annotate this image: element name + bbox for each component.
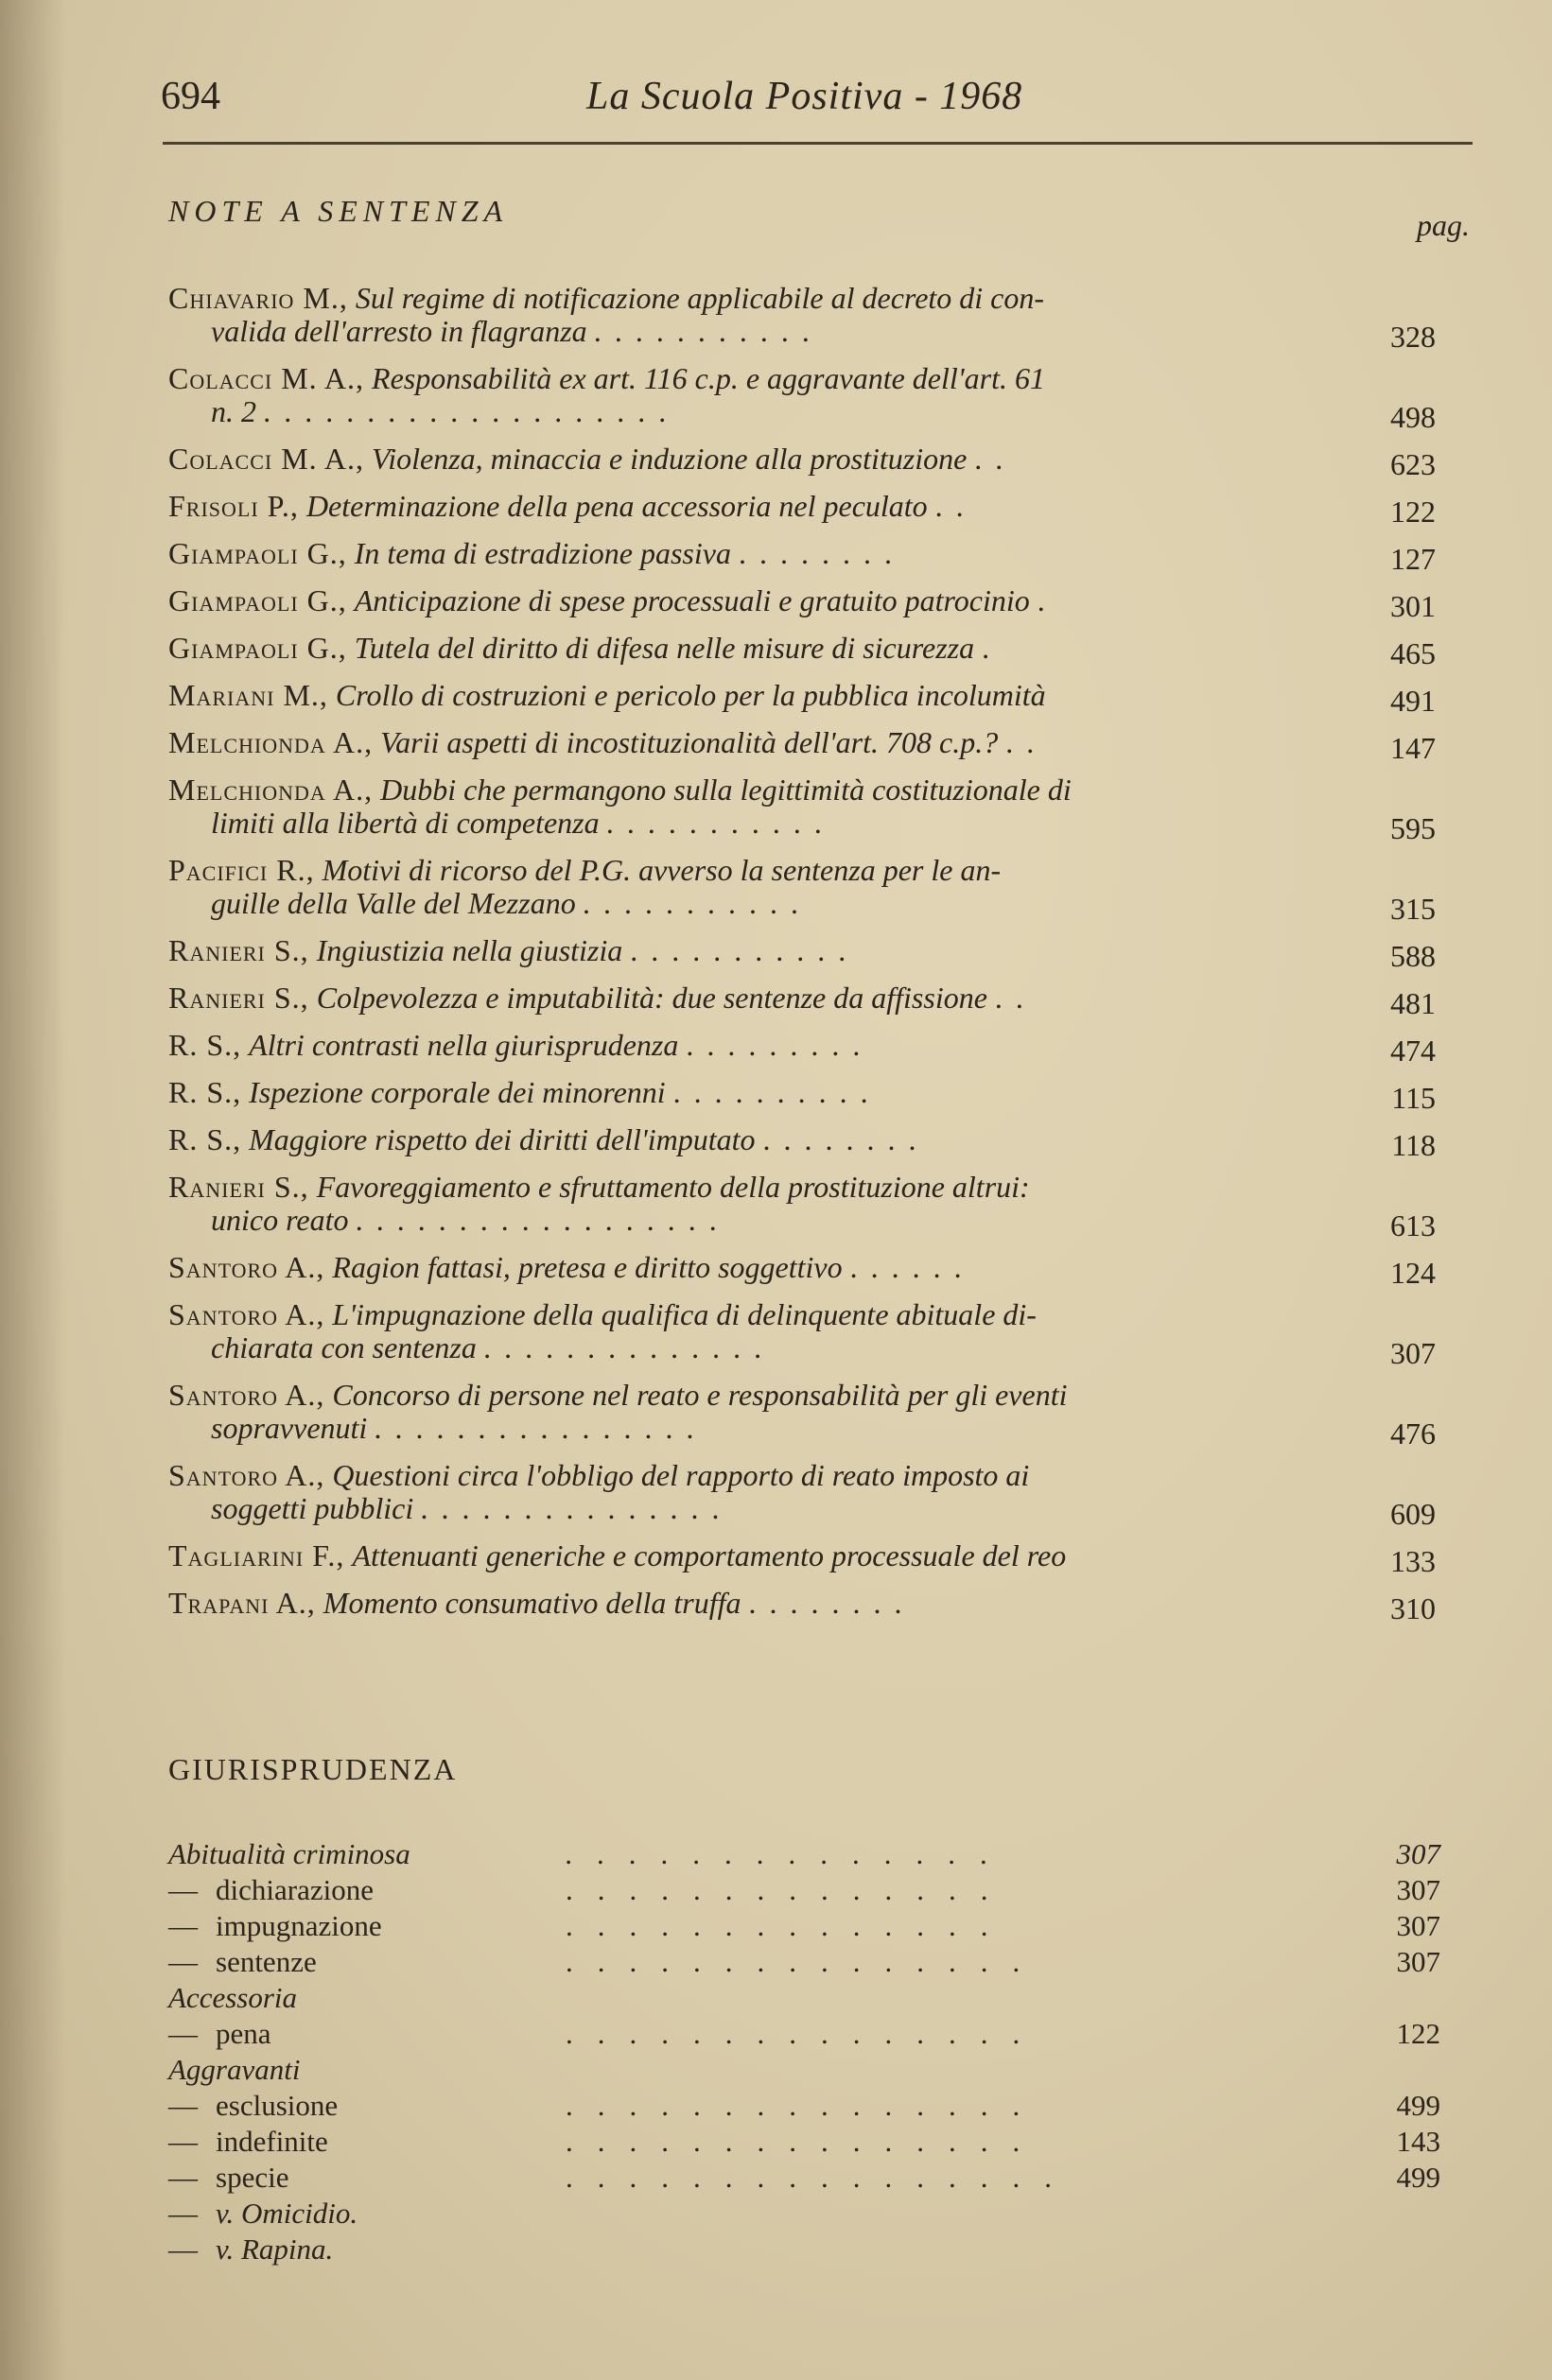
index-heading-row: [168, 1836, 1440, 1872]
index-dash: —: [168, 1873, 198, 1906]
entry-title: Ispezione corporale dei minorenni: [249, 1075, 666, 1109]
index-label: v. Omicidio.: [216, 2197, 358, 2230]
entry-title: Momento consumativo della truffa: [323, 1586, 741, 1620]
leader-dots: ................: [566, 2161, 1076, 2194]
entry-page-number: 310: [1390, 1591, 1436, 1625]
entry-page-number: 118: [1391, 1128, 1436, 1162]
leader-dots: ...............: [566, 2017, 1045, 2050]
entry-page-number: 147: [1390, 731, 1436, 765]
leader-dots: ......: [849, 1250, 975, 1284]
entry-page-number: 307: [1390, 1336, 1436, 1370]
index-dash: —: [168, 2197, 198, 2230]
entry-title-continuation: valida dell'arresto in flagranza: [211, 314, 587, 348]
index-label: pena: [216, 2017, 271, 2050]
index-label: v. Rapina.: [216, 2232, 334, 2266]
leader-dots: .........: [686, 1028, 874, 1062]
index-sub-row: [168, 2088, 1440, 2124]
entry-page-number: 498: [1390, 400, 1436, 434]
entry-title-continuation: sopravvenuti: [211, 1411, 368, 1445]
note-entry: [168, 773, 1436, 845]
index-dash: —: [168, 2232, 198, 2266]
entry-page-number: 115: [1391, 1081, 1436, 1115]
entry-author: Giampaoli G.,: [168, 583, 347, 617]
note-entry: [168, 1250, 1436, 1290]
entry-title-continuation: limiti alla libertà di competenza: [211, 806, 600, 840]
entry-title: Anticipazione di spese processuali e gratuito patrocinio: [354, 583, 1030, 617]
index-sub-row: [168, 1944, 1440, 1980]
index-dash: —: [168, 1945, 198, 1978]
leader-dots: ...........: [594, 314, 824, 348]
index-heading-row: [168, 1980, 1440, 2016]
entry-title: In tema di estradizione passiva: [354, 536, 731, 570]
leader-dots: ...............: [566, 2125, 1045, 2158]
entry-title: Responsabilità ex art. 116 c.p. e aggravante dell'art. 61: [372, 361, 1045, 395]
entry-title: Ingiustizia nella giustizia: [316, 933, 623, 967]
index-sub-row: [168, 2016, 1440, 2052]
index-page-number: 307: [1396, 1837, 1440, 1870]
leader-dots: ..............: [566, 1873, 1013, 1906]
entry-page-number: 328: [1390, 320, 1436, 354]
index-dash: —: [168, 2017, 198, 2050]
entry-author: Santoro A.,: [168, 1297, 325, 1331]
leader-dots: ........: [762, 1122, 930, 1156]
note-entry: [168, 1170, 1436, 1242]
index-label: impugnazione: [216, 1909, 382, 1942]
entry-page-number: 481: [1390, 986, 1436, 1020]
leader-dots: ...........: [606, 806, 836, 840]
index-page-number: 307: [1396, 1945, 1440, 1978]
entry-page-number: 127: [1390, 542, 1436, 576]
leader-dots: ...........: [583, 886, 812, 920]
leader-dots: ................: [375, 1411, 708, 1445]
entry-author: Santoro A.,: [168, 1250, 325, 1284]
giurisprudenza-index: [168, 1836, 1440, 2267]
entry-author: Mariani M.,: [168, 678, 328, 712]
note-entry: [168, 1122, 1436, 1162]
entry-title: L'impugnazione della qualifica di delinquente abituale di-: [332, 1297, 1037, 1331]
leader-dots: ...............: [566, 1945, 1045, 1978]
note-entry: [168, 361, 1436, 434]
index-dash: —: [168, 2125, 198, 2158]
leader-dots: ..................: [356, 1203, 731, 1237]
entry-title: Dubbi che permangono sulla legittimità costituzionale di: [380, 773, 1072, 807]
entry-author: Santoro A.,: [168, 1378, 325, 1412]
entry-title: Attenuanti generiche e comportamento processuale del reo: [352, 1538, 1067, 1572]
entry-title: Questioni circa l'obbligo del rapporto di reato imposto ai: [332, 1458, 1030, 1492]
index-label: esclusione: [216, 2089, 339, 2122]
entry-page-number: 609: [1390, 1497, 1436, 1531]
entry-page-number: 491: [1390, 684, 1436, 718]
entry-title: Colpevolezza e imputabilità: due sentenze da affissione: [316, 981, 987, 1015]
entry-title: Sul regime di notificazione applicabile al decreto di con-: [355, 281, 1045, 315]
entry-author: Giampaoli G.,: [168, 536, 347, 570]
leader-dots: ....................: [264, 394, 680, 428]
entry-page-number: 122: [1390, 495, 1436, 529]
entry-page-number: 315: [1390, 892, 1436, 926]
header-rule: [163, 142, 1473, 145]
note-entry: [168, 442, 1436, 481]
index-sub-row: [168, 1908, 1440, 1944]
note-entry: [168, 933, 1436, 973]
note-entry: [168, 1297, 1436, 1370]
entry-title: Concorso di persone nel reato e responsabilità per gli eventi: [332, 1378, 1068, 1412]
leader-dots: ..: [994, 981, 1037, 1015]
index-page-number: 307: [1396, 1873, 1440, 1906]
entry-author: Chiavario M.,: [168, 281, 348, 315]
note-entry: [168, 281, 1436, 354]
entry-page-number: 613: [1390, 1208, 1436, 1242]
index-label: Abitualità criminosa: [168, 1837, 410, 1870]
leader-dots: ........: [738, 536, 905, 570]
pag-column-label: pag.: [1417, 208, 1470, 242]
entry-author: Santoro A.,: [168, 1458, 325, 1492]
note-entry: [168, 583, 1436, 623]
leader-dots: ..............: [566, 1837, 1013, 1870]
index-label: Aggravanti: [168, 2053, 301, 2086]
entry-page-number: 124: [1390, 1256, 1436, 1290]
note-section-heading: NOTE A SENTENZA: [168, 194, 509, 228]
entry-title: Motivi di ricorso del P.G. avverso la sentenza per le an-: [322, 853, 1002, 887]
index-heading-row: [168, 2052, 1440, 2088]
index-dash: —: [168, 2161, 198, 2194]
index-sub-row: [168, 1872, 1440, 1908]
entry-title: Favoreggiamento e sfruttamento della prostituzione altrui:: [316, 1170, 1030, 1204]
leader-dots: ..: [974, 442, 1017, 476]
entry-author: Colacci M. A.,: [168, 442, 365, 476]
leader-dots: ..: [934, 489, 977, 523]
entry-title: Altri contrasti nella giurisprudenza: [249, 1028, 679, 1062]
note-entries-list: [168, 282, 1436, 1634]
note-entry: [168, 1586, 1436, 1625]
entry-author: Frisoli P.,: [168, 489, 299, 523]
index-label: dichiarazione: [216, 1873, 374, 1906]
running-title: La Scuola Positiva - 1968: [586, 75, 1023, 118]
note-entry: [168, 678, 1436, 718]
entry-page-number: 588: [1390, 939, 1436, 973]
entry-author: Melchionda A.,: [168, 773, 374, 807]
index-label: specie: [216, 2161, 289, 2194]
entry-title-continuation: chiarata con sentenza: [211, 1330, 477, 1364]
entry-title-continuation: n. 2: [211, 394, 256, 428]
entry-author: Ranieri S.,: [168, 933, 309, 967]
entry-title: Tutela del diritto di difesa nelle misure di sicurezza: [354, 631, 975, 665]
note-entry: [168, 853, 1436, 926]
leader-dots: ..............: [566, 1909, 1013, 1942]
index-page-number: 122: [1396, 2017, 1440, 2050]
entry-title: Ragion fattasi, pretesa e diritto soggettivo: [332, 1250, 843, 1284]
leader-dots: ...............: [566, 2089, 1045, 2122]
index-page-number: 499: [1396, 2089, 1440, 2122]
entry-author: R. S.,: [168, 1075, 242, 1109]
leader-dots: ........: [748, 1586, 916, 1620]
entry-title: Determinazione della pena accessoria nel peculato: [305, 489, 928, 523]
entry-title-continuation: guille della Valle del Mezzano: [211, 886, 576, 920]
note-entry: [168, 1028, 1436, 1068]
leader-dots: .: [1037, 583, 1058, 617]
leader-dots: ..........: [672, 1075, 881, 1109]
leader-dots: ..: [1005, 725, 1048, 759]
entry-author: Pacifici R.,: [168, 853, 315, 887]
entry-page-number: 595: [1390, 811, 1436, 845]
index-label: indefinite: [216, 2125, 328, 2158]
entry-page-number: 476: [1390, 1416, 1436, 1451]
entry-title-continuation: unico reato: [211, 1203, 349, 1237]
entry-page-number: 301: [1390, 589, 1436, 623]
page-header: [161, 74, 1466, 130]
index-sub-row: [168, 2124, 1440, 2160]
index-dash: —: [168, 2089, 198, 2122]
note-entry: [168, 631, 1436, 670]
note-entry: [168, 536, 1436, 576]
entry-author: Giampaoli G.,: [168, 631, 347, 665]
note-entry: [168, 1538, 1436, 1578]
entry-author: Trapani A.,: [168, 1586, 316, 1620]
page-number: 694: [161, 75, 220, 118]
note-entry: [168, 1378, 1436, 1451]
entry-title-continuation: soggetti pubblici: [211, 1491, 414, 1525]
leader-dots: ..............: [483, 1330, 776, 1364]
index-sub-row: [168, 2196, 1440, 2232]
entry-page-number: 465: [1390, 636, 1436, 670]
note-entry: [168, 981, 1436, 1020]
entry-author: Ranieri S.,: [168, 981, 309, 1015]
index-label: sentenze: [216, 1945, 317, 1978]
entry-title: Crollo di costruzioni e pericolo per la pubblica incolumità: [335, 678, 1046, 712]
entry-author: Tagliarini F.,: [168, 1538, 345, 1572]
entry-author: R. S.,: [168, 1122, 242, 1156]
entry-page-number: 133: [1390, 1544, 1436, 1578]
entry-author: R. S.,: [168, 1028, 242, 1062]
index-page-number: 143: [1396, 2125, 1440, 2158]
leader-dots: ...........: [630, 933, 860, 967]
giurisprudenza-heading: GIURISPRUDENZA: [168, 1752, 458, 1786]
index-label: Accessoria: [168, 1981, 298, 2014]
entry-title: Varii aspetti di incostituzionalità dell'art. 708 c.p.?: [380, 725, 999, 759]
index-sub-row: [168, 2232, 1440, 2267]
entry-title: Maggiore rispetto dei diritti dell'imputato: [249, 1122, 756, 1156]
index-dash: —: [168, 1909, 198, 1942]
note-entry: [168, 1458, 1436, 1531]
entry-page-number: 623: [1390, 447, 1436, 481]
note-entry: [168, 725, 1436, 765]
index-sub-row: [168, 2160, 1440, 2196]
index-page-number: 499: [1396, 2161, 1440, 2194]
entry-page-number: 474: [1390, 1034, 1436, 1068]
entry-author: Ranieri S.,: [168, 1170, 309, 1204]
entry-author: Colacci M. A.,: [168, 361, 365, 395]
entry-title: Violenza, minaccia e induzione alla prostituzione: [372, 442, 968, 476]
note-entry: [168, 489, 1436, 529]
entry-author: Melchionda A.,: [168, 725, 374, 759]
leader-dots: .: [982, 631, 1003, 665]
note-entry: [168, 1075, 1436, 1115]
index-page-number: 307: [1396, 1909, 1440, 1942]
leader-dots: ...............: [421, 1491, 734, 1525]
